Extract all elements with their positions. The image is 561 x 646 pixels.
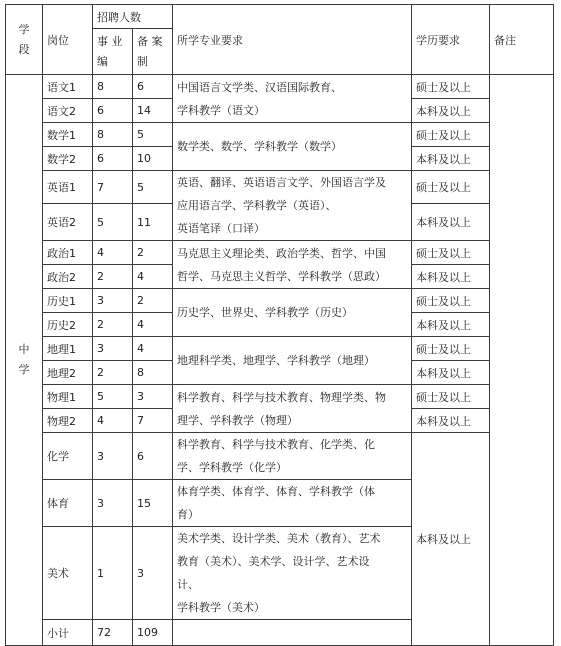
major-history: 历史学、世界史、学科教学（历史） [173, 289, 412, 337]
quota-contract-cell: 8 [133, 361, 173, 385]
position-cell: 体育 [43, 480, 93, 527]
quota-public-cell: 2 [93, 361, 133, 385]
major-chemistry: 科学教育、科学与技术教育、化学类、化 学、学科教学（化学） [173, 433, 412, 480]
position-cell: 历史1 [43, 289, 93, 313]
remark-cell [490, 75, 554, 646]
header-remark: 备注 [490, 5, 554, 75]
header-position: 岗位 [43, 5, 93, 75]
position-cell: 语文1 [43, 75, 93, 99]
quota-public-cell: 5 [93, 385, 133, 409]
quota-public-cell: 3 [93, 289, 133, 313]
major-pe: 体育学类、体育学、体育、学科教学（体 育） [173, 480, 412, 527]
education-cell: 硕士及以上 [412, 241, 490, 265]
education-cell: 硕士及以上 [412, 75, 490, 99]
recruitment-table [5, 4, 554, 646]
header-major: 所学专业要求 [173, 5, 412, 75]
quota-public-cell: 2 [93, 313, 133, 337]
major-english: 英语、翻译、英语语言文学、外国语言学及 应用语言学、学科教学（英语）、 英语笔译（口译） [173, 171, 412, 241]
major-art: 美术学类、设计学类、美术（教育）、艺术 教育（美术）、美术学、设计学、艺术设 计、 学科教学（美术） [173, 527, 412, 620]
stage-cell: 中 学 [6, 75, 43, 646]
education-cell: 硕士及以上 [412, 171, 490, 204]
quota-contract-cell: 2 [133, 241, 173, 265]
header-education: 学历要求 [412, 5, 490, 75]
quota-public-cell: 3 [93, 480, 133, 527]
quota-public-cell: 8 [93, 123, 133, 147]
education-cell: 硕士及以上 [412, 123, 490, 147]
quota-contract-cell: 14 [133, 99, 173, 123]
header-quota-public: 事 业 编 [93, 29, 133, 75]
quota-public-cell: 3 [93, 337, 133, 361]
quota-contract-cell: 4 [133, 265, 173, 289]
position-cell: 语文2 [43, 99, 93, 123]
major-physics: 科学教育、科学与技术教育、物理学类、物 理学、学科教学（物理） [173, 385, 412, 433]
position-cell: 政治1 [43, 241, 93, 265]
quota-contract-cell: 4 [133, 313, 173, 337]
quota-public-cell: 8 [93, 75, 133, 99]
quota-public-cell: 6 [93, 99, 133, 123]
quota-contract-cell: 6 [133, 75, 173, 99]
major-politics: 马克思主义理论类、政治学类、哲学、中国 哲学、马克思主义哲学、学科教学（思政） [173, 241, 412, 289]
major-chinese: 中国语言文学类、汉语国际教育、 学科教学（语文） [173, 75, 412, 123]
quota-public-cell: 3 [93, 433, 133, 480]
position-cell: 物理1 [43, 385, 93, 409]
quota-public-cell: 4 [93, 409, 133, 433]
position-cell: 地理1 [43, 337, 93, 361]
quota-public-cell: 5 [93, 204, 133, 241]
quota-contract-cell: 5 [133, 171, 173, 204]
position-cell: 数学2 [43, 147, 93, 171]
quota-public-cell: 2 [93, 265, 133, 289]
position-cell: 英语1 [43, 171, 93, 204]
position-cell: 化学 [43, 433, 93, 480]
major-math: 数学类、数学、学科教学（数学） [173, 123, 412, 171]
education-cell: 本科及以上 [412, 313, 490, 337]
subtotal-public: 72 [93, 620, 133, 646]
quota-contract-cell: 11 [133, 204, 173, 241]
position-cell: 美术 [43, 527, 93, 620]
position-cell: 政治2 [43, 265, 93, 289]
quota-public-cell: 1 [93, 527, 133, 620]
position-cell: 物理2 [43, 409, 93, 433]
education-cell: 本科及以上 [412, 147, 490, 171]
education-cell: 硕士及以上 [412, 337, 490, 361]
quota-public-cell: 4 [93, 241, 133, 265]
quota-contract-cell: 2 [133, 289, 173, 313]
position-cell: 地理2 [43, 361, 93, 385]
header-quota-contract: 备 案 制 [133, 29, 173, 75]
major-geography: 地理科学类、地理学、学科教学（地理） [173, 337, 412, 385]
quota-contract-cell: 5 [133, 123, 173, 147]
quota-contract-cell: 15 [133, 480, 173, 527]
education-cell: 本科及以上 [412, 204, 490, 241]
quota-contract-cell: 3 [133, 385, 173, 409]
education-cell: 本科及以上 [412, 99, 490, 123]
quota-public-cell: 6 [93, 147, 133, 171]
position-cell: 数学1 [43, 123, 93, 147]
education-cell: 硕士及以上 [412, 385, 490, 409]
position-cell: 历史2 [43, 313, 93, 337]
header-quota: 招聘人数 [93, 5, 173, 29]
education-cell: 本科及以上 [412, 265, 490, 289]
subtotal-contract: 109 [133, 620, 173, 646]
quota-contract-cell: 4 [133, 337, 173, 361]
position-cell: 英语2 [43, 204, 93, 241]
header-stage: 学 段 [6, 5, 43, 75]
subtotal-label: 小计 [43, 620, 93, 646]
quota-contract-cell: 6 [133, 433, 173, 480]
quota-contract-cell: 7 [133, 409, 173, 433]
education-cell: 本科及以上 [412, 361, 490, 385]
education-cell: 本科及以上 [412, 409, 490, 433]
quota-contract-cell: 10 [133, 147, 173, 171]
education-cell-merged: 本科及以上 [412, 433, 490, 646]
education-cell: 硕士及以上 [412, 289, 490, 313]
quota-contract-cell: 3 [133, 527, 173, 620]
quota-public-cell: 7 [93, 171, 133, 204]
